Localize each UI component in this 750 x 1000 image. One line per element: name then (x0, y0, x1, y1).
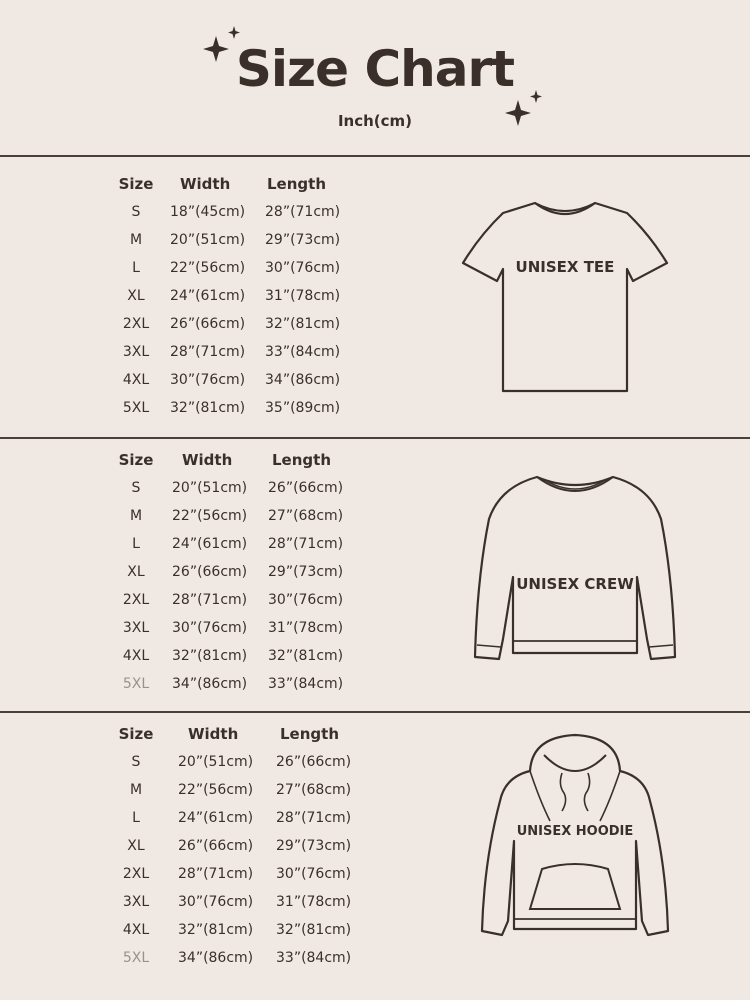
hoodie-size-table (112, 720, 362, 972)
width-cell: 22”(56cm) (170, 260, 246, 276)
table-row (112, 804, 362, 832)
table-row (112, 558, 352, 586)
table-row (112, 254, 347, 282)
table-row (112, 670, 352, 698)
size-cell: 2XL (122, 866, 150, 882)
width-cell: 20”(51cm) (172, 480, 248, 496)
table-row (112, 226, 347, 254)
size-header: Size (118, 175, 154, 193)
table-row (112, 916, 362, 944)
tee-section (0, 157, 750, 437)
table-row (112, 642, 352, 670)
width-cell: 26”(66cm) (172, 564, 248, 580)
size-cell: 5XL (122, 676, 150, 692)
table-row (112, 198, 347, 226)
table-header-row (112, 446, 352, 474)
width-cell: 34”(86cm) (178, 950, 254, 966)
length-cell: 33”(84cm) (268, 676, 344, 692)
length-cell: 28”(71cm) (268, 536, 344, 552)
size-cell: XL (127, 288, 145, 304)
table-row (112, 474, 352, 502)
table-row (112, 310, 347, 338)
size-cell: 2XL (122, 592, 150, 608)
length-cell: 33”(84cm) (265, 344, 341, 360)
tee-label: UNISEX TEE (515, 258, 615, 276)
tshirt-icon (455, 195, 675, 395)
width-cell: 20”(51cm) (170, 232, 246, 248)
width-cell: 30”(76cm) (178, 894, 254, 910)
width-header: Width (180, 175, 231, 193)
width-cell: 28”(71cm) (178, 866, 254, 882)
table-row (112, 748, 362, 776)
width-cell: 30”(76cm) (172, 620, 248, 636)
size-cell: XL (127, 564, 145, 580)
length-cell: 34”(86cm) (265, 372, 341, 388)
width-cell: 28”(71cm) (170, 344, 246, 360)
width-cell: 34”(86cm) (172, 676, 248, 692)
unit-subtitle: Inch(cm) (337, 112, 413, 130)
table-row (112, 614, 352, 642)
table-row (112, 530, 352, 558)
length-cell: 33”(84cm) (276, 950, 352, 966)
length-cell: 32”(81cm) (268, 648, 344, 664)
length-header: Length (280, 725, 339, 743)
length-cell: 27”(68cm) (276, 782, 352, 798)
size-cell: 3XL (122, 344, 150, 360)
width-cell: 32”(81cm) (178, 922, 254, 938)
size-cell: L (132, 260, 140, 276)
width-cell: 30”(76cm) (170, 372, 246, 388)
length-cell: 29”(73cm) (265, 232, 341, 248)
length-cell: 30”(76cm) (276, 866, 352, 882)
hoodie-icon (470, 731, 680, 943)
table-row (112, 832, 362, 860)
size-cell: 5XL (122, 950, 150, 966)
table-row (112, 586, 352, 614)
table-row (112, 888, 362, 916)
size-cell: L (132, 536, 140, 552)
table-row (112, 502, 352, 530)
width-cell: 26”(66cm) (178, 838, 254, 854)
length-cell: 29”(73cm) (276, 838, 352, 854)
size-cell: 3XL (122, 620, 150, 636)
table-header-row (112, 170, 347, 198)
width-cell: 20”(51cm) (178, 754, 254, 770)
length-cell: 28”(71cm) (265, 204, 341, 220)
size-cell: 3XL (122, 894, 150, 910)
length-header: Length (272, 451, 331, 469)
hoodie-label: UNISEX HOODIE (516, 824, 634, 839)
size-cell: S (131, 754, 141, 770)
crew-size-table (112, 446, 352, 698)
width-cell: 24”(61cm) (172, 536, 248, 552)
table-row (112, 944, 362, 972)
size-cell: 4XL (122, 922, 150, 938)
table-row (112, 776, 362, 804)
size-cell: 2XL (122, 316, 150, 332)
width-cell: 32”(81cm) (172, 648, 248, 664)
length-cell: 29”(73cm) (268, 564, 344, 580)
crew-section (0, 439, 750, 711)
width-header: Width (188, 725, 239, 743)
tee-size-table (112, 170, 347, 422)
size-cell: S (131, 480, 141, 496)
size-cell: XL (127, 838, 145, 854)
crew-label: UNISEX CREW (516, 575, 634, 593)
width-cell: 28”(71cm) (172, 592, 248, 608)
size-header: Size (118, 451, 154, 469)
table-row (112, 338, 347, 366)
length-cell: 31”(78cm) (268, 620, 344, 636)
size-cell: M (129, 782, 143, 798)
width-cell: 22”(56cm) (178, 782, 254, 798)
width-cell: 32”(81cm) (170, 400, 246, 416)
length-cell: 35”(89cm) (265, 400, 341, 416)
width-cell: 26”(66cm) (170, 316, 246, 332)
width-header: Width (182, 451, 233, 469)
length-header: Length (267, 175, 326, 193)
length-cell: 32”(81cm) (276, 922, 352, 938)
size-cell: 4XL (122, 648, 150, 664)
table-row (112, 366, 347, 394)
length-cell: 27”(68cm) (268, 508, 344, 524)
width-cell: 24”(61cm) (178, 810, 254, 826)
size-cell: M (129, 232, 143, 248)
hoodie-section (0, 713, 750, 1000)
table-header-row (112, 720, 362, 748)
size-cell: M (129, 508, 143, 524)
length-cell: 26”(66cm) (268, 480, 344, 496)
page-title: Size Chart (235, 40, 515, 98)
length-cell: 26”(66cm) (276, 754, 352, 770)
table-row (112, 282, 347, 310)
size-cell: 4XL (122, 372, 150, 388)
length-cell: 30”(76cm) (265, 260, 341, 276)
table-row (112, 394, 347, 422)
size-cell: L (132, 810, 140, 826)
width-cell: 24”(61cm) (170, 288, 246, 304)
width-cell: 18”(45cm) (170, 204, 246, 220)
length-cell: 30”(76cm) (268, 592, 344, 608)
sweatshirt-icon (465, 469, 685, 679)
length-cell: 28”(71cm) (276, 810, 352, 826)
sparkle-icon (500, 86, 550, 134)
size-header: Size (118, 725, 154, 743)
size-cell: 5XL (122, 400, 150, 416)
length-cell: 32”(81cm) (265, 316, 341, 332)
size-cell: S (131, 204, 141, 220)
header (0, 0, 750, 156)
length-cell: 31”(78cm) (265, 288, 341, 304)
length-cell: 31”(78cm) (276, 894, 352, 910)
table-row (112, 860, 362, 888)
width-cell: 22”(56cm) (172, 508, 248, 524)
